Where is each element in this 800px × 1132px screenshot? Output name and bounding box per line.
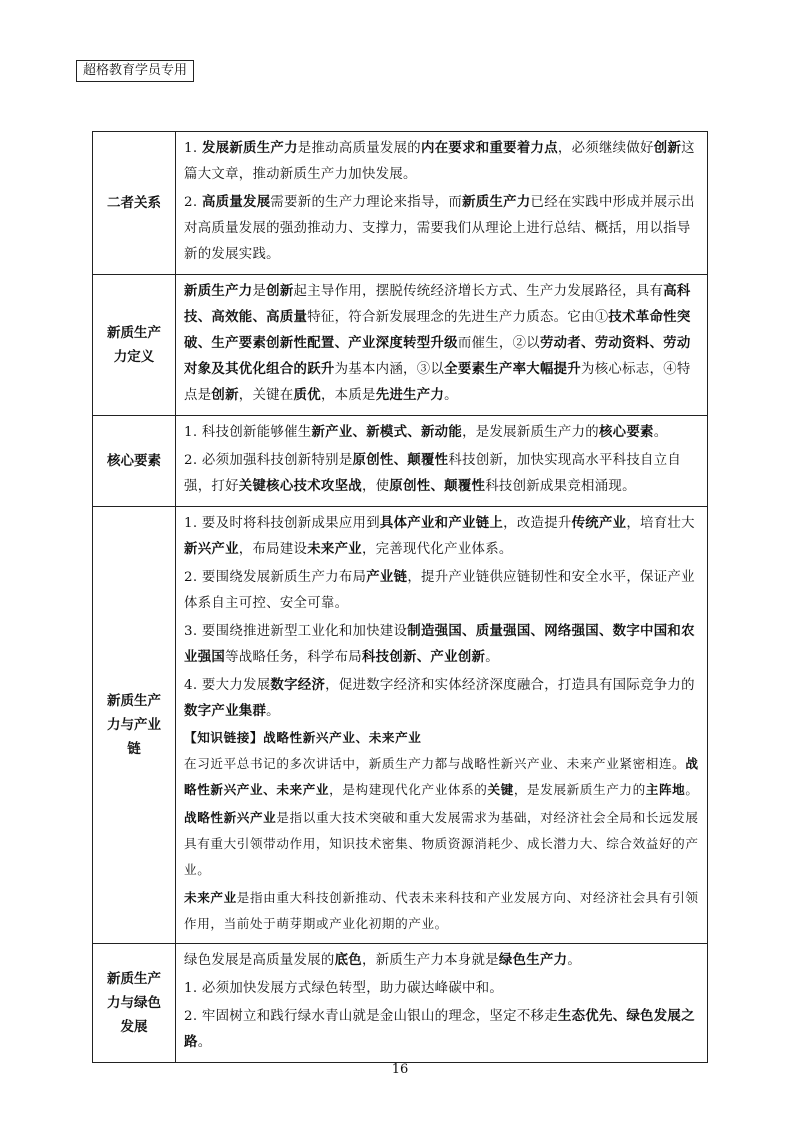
text-run: 1. 必须加快发展方式绿色转型，助力碳达峰碳中和。: [184, 981, 504, 996]
bold-text: 原创性、颠覆性: [389, 479, 486, 494]
text-run: 2. 牢固树立和践行绿水青山就是金山银山的理念，坚定不移走: [184, 1009, 558, 1024]
paragraph: [184, 190, 700, 268]
text-run: ，本质是: [320, 388, 376, 403]
bold-text: 战略性新兴产业: [184, 810, 277, 825]
paragraph: [184, 673, 700, 725]
bold-text: 创新: [211, 388, 239, 403]
text-run: ，提升产业链供应链韧性和安全水平，保证产业体系自主可控、安全可靠。: [184, 570, 695, 611]
text-run: 1. 科技创新能够催生: [184, 425, 312, 440]
row-label: 二者关系: [93, 132, 176, 275]
text-run: 起主导作用，摆脱传统经济增长方式、生产力发展路径，具有: [293, 284, 664, 299]
paragraph: [184, 511, 700, 563]
text-run: 而催生，②以: [457, 336, 540, 351]
text-run: 。: [266, 704, 280, 719]
bold-text: 先进生产力: [375, 388, 445, 403]
text-run: 1. 要及时将科技创新成果应用到: [184, 516, 380, 531]
paragraph: [184, 805, 700, 883]
bold-text: 新质生产力: [462, 195, 531, 210]
table-row-green-development: [93, 944, 708, 1063]
bold-text: 传统产业: [571, 516, 627, 531]
text-run: 这篇大文章，推动新质生产力加快发展。: [184, 141, 695, 182]
text-run: 1.: [184, 141, 202, 156]
text-run: 等战略任务，科学布局: [225, 650, 362, 665]
text-run: 是指以重大技术突破和重大发展需求为基础，对经济社会全局和长远发展具有重大引领带动作用，知识技术密集、物质资源消耗少、成长潜力大、综合效益好的产业。: [184, 810, 699, 877]
bold-text: 全要素生产率大幅提升: [444, 362, 582, 377]
bold-text: 创新: [266, 284, 294, 299]
paragraph: [184, 619, 700, 671]
text-run: ，培育壮大: [626, 516, 695, 531]
row-label-text: 新质生产力定义: [107, 325, 161, 365]
bold-text: 具体产业和产业链上: [379, 516, 504, 531]
text-run: ，布局建设: [238, 542, 308, 557]
text-run: ，是发展新质生产力的: [513, 782, 646, 797]
paragraph: [184, 420, 700, 446]
bold-text: 绿色生产力: [498, 953, 568, 968]
text-run: ，完善现代化产业体系。: [361, 542, 513, 557]
bold-text: 创新: [653, 141, 682, 156]
text-run: 为核心标志，④特点是: [184, 362, 691, 403]
row-label: 核心要素: [93, 416, 176, 507]
bold-text: 高科技、高效能、高质量: [184, 284, 691, 325]
text-run: 2.: [184, 195, 202, 210]
knowledge-paragraphs: [184, 751, 700, 937]
text-run: ，改造提升: [503, 516, 572, 531]
text-run: ，必须继续做好: [557, 141, 654, 156]
row-content: [176, 132, 708, 275]
text-run: ，是发展新质生产力的: [462, 425, 599, 440]
bold-text: 劳动者、劳动资料、劳动对象及其优化组合的跃升: [184, 336, 691, 377]
header-label: 超格教育学员专用: [76, 60, 194, 82]
row-paragraphs: [184, 511, 700, 725]
bold-text: 战略性新兴产业、未来产业: [184, 756, 699, 797]
row-content: [176, 275, 708, 416]
paragraph: [184, 448, 700, 500]
bold-text: 内在要求和重要着力点: [421, 141, 558, 156]
text-run: 。: [444, 388, 458, 403]
table-row-core-elements: [93, 416, 708, 507]
table-row-definition: [93, 275, 708, 416]
bold-text: 关键核心技术攻坚战: [238, 479, 362, 494]
row-label: [93, 507, 176, 944]
bold-text: 未来产业: [184, 890, 237, 905]
text-run: 特征，符合新发展理念的先进生产力质态。它由①: [307, 310, 609, 325]
text-run: 。: [685, 782, 699, 797]
paragraph: [184, 976, 700, 1002]
bold-text: 生态优先、绿色发展之路: [184, 1009, 695, 1050]
row-label-text: 新质生产力与绿色发展: [107, 971, 161, 1035]
text-run: 。: [197, 1035, 212, 1050]
text-run: 是推动高质量发展的: [297, 141, 421, 156]
text-run: 4. 要大力发展: [184, 678, 271, 693]
bold-text: 制造强国、质量强国、网络强国、数字中国和农业强国: [184, 624, 695, 665]
knowledge-link: [184, 725, 700, 937]
paragraph: [184, 136, 700, 188]
text-run: 是指由重大科技创新推动、代表未来科技和产业发展方向、对经济社会具有引领作用，当前处于萌芽期或产业化初期的产业。: [184, 890, 699, 931]
bold-text: 高质量发展: [201, 195, 271, 210]
text-run: ，是构建现代化产业体系的: [329, 782, 488, 797]
bold-text: 主阵地: [645, 782, 686, 797]
bold-text: 新质生产力: [184, 284, 253, 299]
paragraph: [184, 279, 700, 409]
text-run: 需要新的生产力理论来指导，而: [270, 195, 463, 210]
row-label: [93, 944, 176, 1063]
bold-text: 原创性、颠覆性: [352, 453, 449, 468]
bold-text: 发展新质生产力: [201, 141, 298, 156]
text-run: 为基本内涵，③以: [334, 362, 445, 377]
paragraph: [184, 1004, 700, 1056]
text-run: 。: [567, 953, 582, 968]
text-run: 2. 要围绕发展新质生产力布局: [184, 570, 367, 585]
row-label-text: 新质生产力与产业链: [107, 693, 161, 757]
bold-text: 未来产业: [307, 542, 362, 557]
bold-text: 质优: [293, 388, 321, 403]
knowledge-title: 【知识链接】战略性新兴产业、未来产业: [184, 730, 422, 745]
paragraph: [184, 751, 700, 803]
bold-text: 新兴产业: [184, 542, 239, 557]
bold-text: 科技创新、产业创新: [361, 650, 486, 665]
row-label: [93, 275, 176, 416]
text-run: ，关键在: [238, 388, 294, 403]
row-content: [176, 416, 708, 507]
text-run: 已经在实践中形成并展示出对高质量发展的强劲推动力、支撑力，需要我们从理论上进行总结、概括，用以指导新的发展实践。: [184, 195, 695, 262]
row-content: [176, 507, 708, 944]
paragraph: [184, 885, 700, 937]
text-run: 。: [485, 650, 499, 665]
text-run: 。: [653, 425, 668, 440]
text-run: 在习近平总书记的多次讲话中，新质生产力都与战略性新兴产业、未来产业紧密相连。: [184, 756, 686, 771]
bold-text: 核心要素: [598, 425, 654, 440]
bold-text: 关键: [487, 782, 514, 797]
bold-text: 数字产业集群: [184, 704, 267, 719]
text-run: 科技创新，加快实现高水平科技自立自强，打好: [184, 453, 682, 494]
paragraph: [184, 948, 700, 974]
bold-text: 底色: [334, 953, 362, 968]
bold-text: 产业链: [366, 570, 408, 585]
bold-text: 数字经济: [270, 678, 326, 693]
text-run: 3. 要围绕推进新型工业化和加快建设: [184, 624, 408, 639]
row-content: [176, 944, 708, 1063]
text-run: 绿色发展是高质量发展的: [184, 953, 335, 968]
text-run: ，促进数字经济和实体经济深度融合，打造具有国际竞争力的: [325, 678, 695, 693]
bold-text: 新产业、新模式、新动能: [311, 425, 463, 440]
page-number: 16: [391, 1062, 409, 1077]
text-run: ，使: [361, 479, 390, 494]
table-row-relationship: [93, 132, 708, 275]
text-run: 是: [252, 284, 267, 299]
paragraph: [184, 565, 700, 617]
text-run: ，新质生产力本身就是: [362, 953, 499, 968]
text-run: 2. 必须加强科技创新特别是: [184, 453, 353, 468]
content-table: [92, 131, 708, 1063]
bold-text: 技术革命性突破、生产要素创新性配置、产业深度转型升级: [184, 310, 691, 351]
table-row-industry-chain: [93, 507, 708, 944]
text-run: 科技创新成果竞相涌现。: [485, 479, 636, 494]
